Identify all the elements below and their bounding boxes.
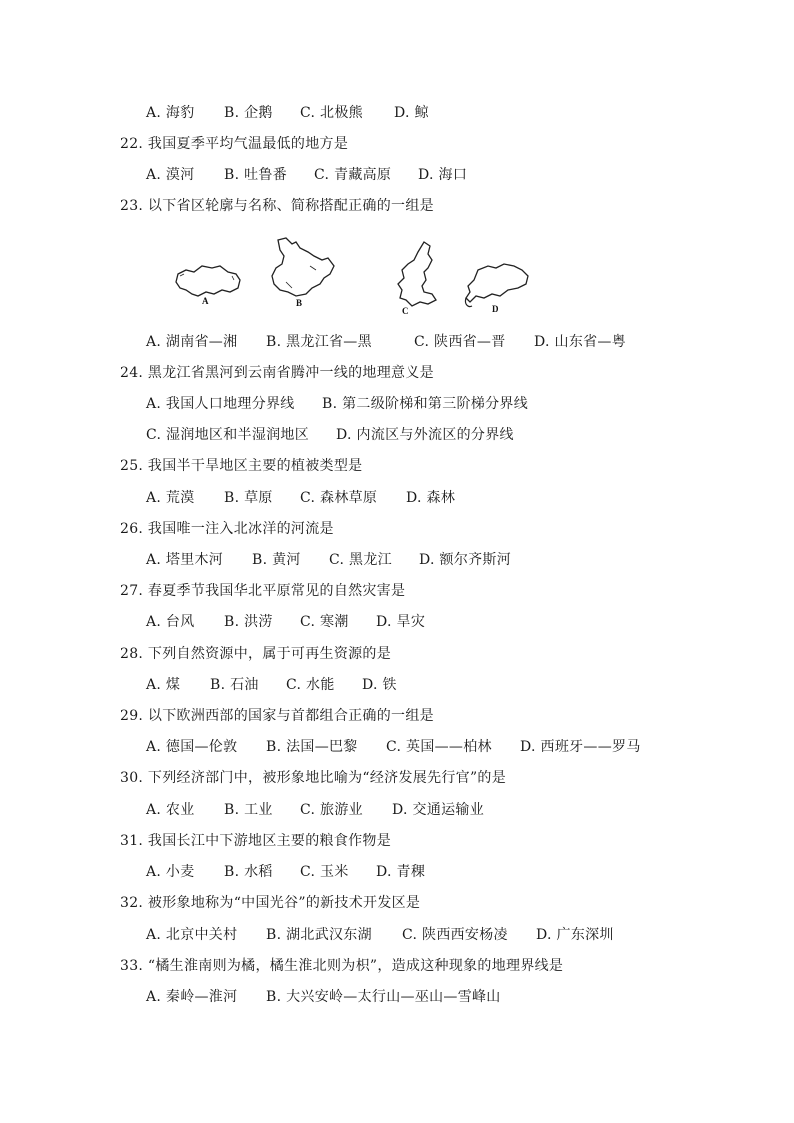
q22-stem: 22. 我国夏季平均气温最低的地方是 [120, 136, 349, 152]
q21-option-a: A. 海豹 [146, 105, 195, 121]
q31-option-d: D. 青稞 [376, 864, 426, 880]
q27-option-a: A. 台风 [146, 614, 195, 630]
q27-stem: 27. 春夏季节我国华北平原常见的自然灾害是 [120, 583, 406, 599]
q25-option-d: D. 森林 [406, 490, 456, 506]
q26-option-c: C. 黑龙江 [329, 552, 392, 568]
q31-option-a: A. 小麦 [146, 864, 195, 880]
q25-option-b: B. 草原 [224, 490, 273, 506]
q22-option-d: D. 海口 [418, 167, 468, 183]
q33-options [146, 988, 501, 1006]
q28-options [146, 676, 397, 694]
q27-option-d: D. 旱灾 [376, 614, 426, 630]
province-outline-figure [166, 234, 526, 318]
q30-option-b: B. 工业 [224, 802, 273, 818]
q30-option-c: C. 旅游业 [300, 802, 363, 818]
q26-options [146, 551, 511, 569]
province-label-c: C [402, 306, 409, 316]
q32-option-c: C. 陕西西安杨凌 [402, 927, 508, 943]
q22-option-b: B. 吐鲁番 [224, 167, 287, 183]
q22-option-c: C. 青藏高原 [314, 167, 392, 183]
q26-option-a: A. 塔里木河 [146, 552, 224, 568]
q24-option-a: A. 我国人口地理分界线 [146, 396, 295, 412]
q31-options [146, 863, 425, 881]
q23-option-c: C. 陕西省—晋 [414, 334, 506, 350]
q24-option-b: B. 第二级阶梯和第三阶梯分界线 [322, 396, 528, 412]
q24-option-d: D. 内流区与外流区的分界线 [336, 427, 514, 443]
q27-options [146, 613, 425, 631]
q33-option-b: B. 大兴安岭—太行山—巫山—雪峰山 [266, 989, 501, 1005]
q28-stem: 28. 下列自然资源中，属于可再生资源的是 [120, 646, 392, 662]
q29-options [146, 738, 641, 756]
q23-option-d: D. 山东省—粤 [534, 334, 627, 350]
q21-option-b: B. 企鹅 [224, 105, 273, 121]
province-label-d: D [492, 304, 499, 314]
q25-option-a: A. 荒漠 [146, 490, 195, 506]
q21-option-d: D. 鲸 [394, 105, 429, 121]
q28-option-d: D. 铁 [362, 677, 397, 693]
q31-option-b: B. 水稻 [224, 864, 273, 880]
q25-option-c: C. 森林草原 [300, 490, 378, 506]
q21-options [146, 104, 429, 122]
q31-stem: 31. 我国长江中下游地区主要的粮食作物是 [120, 833, 392, 849]
q32-stem: 32. 被形象地称为“中国光谷”的新技术开发区是 [120, 895, 421, 911]
province-label-b: B [296, 298, 303, 308]
q29-option-d: D. 西班牙——罗马 [520, 739, 641, 755]
q32-option-a: A. 北京中关村 [146, 927, 238, 943]
q26-option-b: B. 黄河 [252, 552, 301, 568]
q23-stem: 23. 以下省区轮廓与名称、简称搭配正确的一组是 [120, 198, 434, 214]
province-outline-c [388, 240, 442, 316]
q32-option-d: D. 广东深圳 [536, 927, 614, 943]
q29-option-c: C. 英国——柏林 [386, 739, 492, 755]
q29-option-a: A. 德国—伦敦 [146, 739, 238, 755]
q28-option-c: C. 水能 [286, 677, 335, 693]
q23-options [146, 333, 626, 351]
q25-stem: 25. 我国半干旱地区主要的植被类型是 [120, 458, 363, 474]
q24-stem: 24. 黑龙江省黑河到云南省腾冲一线的地理意义是 [120, 365, 434, 381]
q33-stem: 33. “橘生淮南则为橘，橘生淮北则为枳”，造成这种现象的地理界线是 [120, 958, 564, 974]
q22-option-a: A. 漠河 [146, 167, 195, 183]
q23-option-a: A. 湖南省—湘 [146, 334, 238, 350]
q32-options [146, 926, 614, 944]
q30-option-d: D. 交通运输业 [392, 802, 485, 818]
q26-stem: 26. 我国唯一注入北冰洋的河流是 [120, 521, 334, 537]
q31-option-c: C. 玉米 [300, 864, 349, 880]
q23-option-b: B. 黑龙江省—黑 [266, 334, 372, 350]
q24-options-row1 [146, 395, 528, 413]
province-outline-a [172, 260, 242, 304]
q32-option-b: B. 湖北武汉东湖 [266, 927, 372, 943]
q25-options [146, 489, 455, 507]
q33-option-a: A. 秦岭—淮河 [146, 989, 238, 1005]
q28-option-a: A. 煤 [146, 677, 181, 693]
q28-option-b: B. 石油 [210, 677, 259, 693]
province-outline-d [462, 262, 532, 314]
q29-option-b: B. 法国—巴黎 [266, 739, 358, 755]
q21-option-c: C. 北极熊 [300, 105, 363, 121]
q30-option-a: A. 农业 [146, 802, 195, 818]
q22-options [146, 166, 467, 184]
q26-option-d: D. 额尔齐斯河 [419, 552, 512, 568]
q27-option-c: C. 寒潮 [300, 614, 349, 630]
province-outline-b [266, 236, 338, 308]
q30-stem: 30. 下列经济部门中，被形象地比喻为“经济发展先行官”的是 [120, 770, 507, 786]
q24-option-c: C. 湿润地区和半湿润地区 [146, 427, 310, 443]
q27-option-b: B. 洪涝 [224, 614, 273, 630]
province-label-a: A [202, 296, 209, 306]
q30-options [146, 801, 484, 819]
q24-options-row2 [146, 426, 514, 444]
q29-stem: 29. 以下欧洲西部的国家与首都组合正确的一组是 [120, 708, 434, 724]
